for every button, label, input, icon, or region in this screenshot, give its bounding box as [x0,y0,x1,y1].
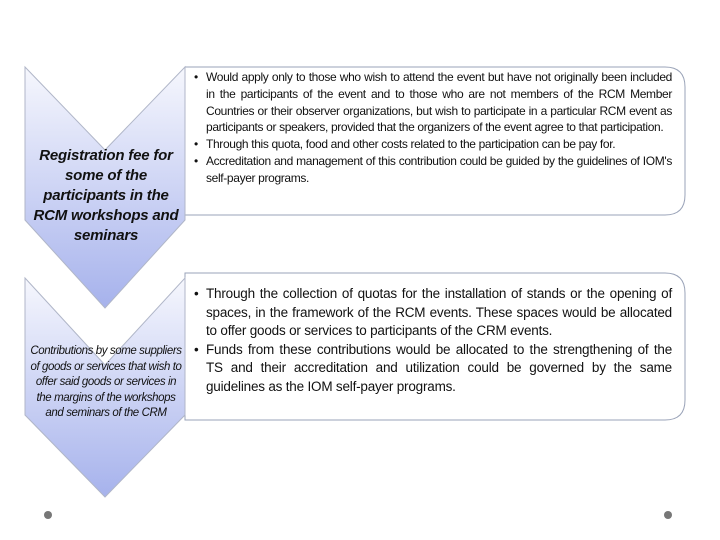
chevron-1-label: Registration fee for some of the participants in the RCM workshops and seminars [33,147,179,244]
bullet-item: • Would apply only to those who wish to attend the event but have not originally been included in the participants of the event and to those who are not members of the RCM Member Countries or their observer organizations, but wish to participate in a particular RCM event as participants or speakers, provided that the organizers of the event agree to that participation. [206,69,672,136]
bullet-item: • Through this quota, food and other costs related to the participation can be pay for. [206,136,672,153]
bullet-item: • Funds from these contributions would be allocated to the strengthening of the TS and their accreditation and utilization could be governed by the same guidelines as the IOM self-payer programs. [206,341,672,397]
bullet-item: • Accreditation and management of this contribution could be guided by the guidelines of IOM's self-payer programs. [206,153,672,187]
chevron-2-label: Contributions by some suppliers of goods or services that wish to offer said goods or services in the margins of the workshops and seminars of the CRM [30,345,182,419]
dot-left-icon [44,511,52,519]
bullet-item: • Through the collection of quotas for the installation of stands or the opening of spaces, in the framework of the RCM events. These spaces would be allocated to offer goods or services to participants of the CRM events. [206,285,672,341]
dot-right-icon [664,511,672,519]
content-box-2-text [186,285,672,396]
content-box-1-text [186,69,672,187]
